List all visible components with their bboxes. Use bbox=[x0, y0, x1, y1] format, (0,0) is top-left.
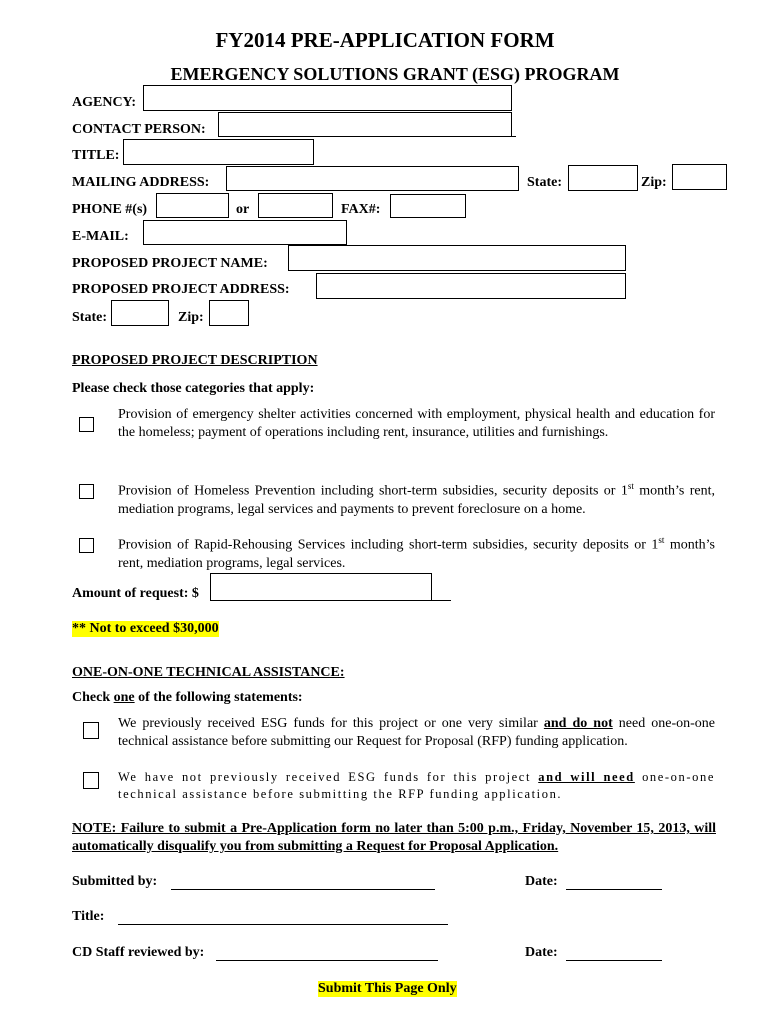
project-zip-label: Zip: bbox=[178, 310, 204, 325]
title-label: TITLE: bbox=[72, 148, 120, 163]
project-name-field[interactable] bbox=[288, 245, 626, 271]
state-label: State: bbox=[527, 175, 562, 190]
mailing-address-field[interactable] bbox=[226, 166, 519, 191]
date-label: Date: bbox=[525, 874, 558, 889]
category-checkbox-shelter[interactable] bbox=[79, 417, 94, 432]
project-address-label: PROPOSED PROJECT ADDRESS: bbox=[72, 282, 290, 297]
assistance-checkbox-needed[interactable] bbox=[83, 772, 99, 789]
phone-field-1[interactable] bbox=[156, 193, 229, 218]
zip-field[interactable] bbox=[672, 164, 727, 190]
amount-field[interactable] bbox=[210, 573, 432, 601]
project-state-field[interactable] bbox=[111, 300, 169, 326]
phone-label: PHONE #(s) bbox=[72, 202, 148, 217]
contact-person-field[interactable] bbox=[218, 112, 512, 137]
project-description-heading: PROPOSED PROJECT DESCRIPTION bbox=[72, 353, 318, 368]
category-text-rapid-rehousing: Provision of Rapid-Rehousing Services including short-term subsidies, security deposits or 1st month’s rent, mediation programs, legal services. bbox=[118, 535, 715, 571]
signature-title-line[interactable] bbox=[118, 924, 448, 925]
assistance-text-not-needed: We previously received ESG funds for this project or one very similar and do not need one-on-one technical assistance before submitting our Request for Proposal (RFP) funding application. bbox=[118, 716, 715, 749]
fax-label: FAX#: bbox=[341, 202, 381, 217]
project-address-field[interactable] bbox=[316, 273, 626, 299]
deadline-note: NOTE: Failure to submit a Pre-Application form no later than 5:00 p.m., Friday, November 15, 2013, will automatically disqualify you from submitting a Request for Proposal Application. bbox=[72, 821, 716, 854]
submit-page-note: Submit This Page Only bbox=[318, 981, 457, 996]
category-text-prevention: Provision of Homeless Prevention including short-term subsidies, security deposits or 1st month’s rent, mediation programs, legal services and payments to prevent foreclosure on a home. bbox=[118, 481, 715, 517]
or-label: or bbox=[236, 202, 250, 217]
form-title: FY2014 PRE-APPLICATION FORM bbox=[215, 28, 555, 52]
category-checkbox-prevention[interactable] bbox=[79, 484, 94, 499]
cd-staff-label: CD Staff reviewed by: bbox=[72, 945, 205, 960]
categories-instruction: Please check those categories that apply: bbox=[72, 381, 315, 396]
project-state-label: State: bbox=[72, 310, 107, 325]
date2-label: Date: bbox=[525, 945, 558, 960]
technical-instruction: Check one of the following statements: bbox=[72, 690, 303, 705]
submitted-by-line[interactable] bbox=[171, 889, 435, 890]
title-field[interactable] bbox=[123, 139, 314, 165]
assistance-checkbox-not-needed[interactable] bbox=[83, 722, 99, 739]
category-text-shelter: Provision of emergency shelter activities concerned with employment, physical health and education for the homeless; payment of operations including rent, insurance, utilities and furnishings. bbox=[118, 407, 715, 440]
phone-field-2[interactable] bbox=[258, 193, 333, 218]
agency-label: AGENCY: bbox=[72, 95, 137, 110]
assistance-text-needed: We have not previously received ESG funds for this project and will need one-on-one technical assistance before submitting the RFP funding application. bbox=[118, 770, 715, 801]
signature-title-label: Title: bbox=[72, 909, 105, 924]
zip-label: Zip: bbox=[641, 175, 667, 190]
fax-field[interactable] bbox=[390, 194, 466, 218]
technical-assistance-heading: ONE-ON-ONE TECHNICAL ASSISTANCE: bbox=[72, 665, 345, 680]
amount-underline bbox=[432, 600, 451, 601]
submitted-by-label: Submitted by: bbox=[72, 874, 158, 889]
project-name-label: PROPOSED PROJECT NAME: bbox=[72, 256, 268, 271]
cd-staff-line[interactable] bbox=[216, 960, 438, 961]
date2-line[interactable] bbox=[566, 960, 662, 961]
contact-person-label: CONTACT PERSON: bbox=[72, 122, 206, 137]
agency-field[interactable] bbox=[143, 85, 512, 111]
contact-person-underline bbox=[512, 136, 516, 137]
mailing-address-label: MAILING ADDRESS: bbox=[72, 175, 210, 190]
email-label: E-MAIL: bbox=[72, 229, 129, 244]
form-subtitle: EMERGENCY SOLUTIONS GRANT (ESG) PROGRAM bbox=[170, 64, 620, 84]
limit-note: ** Not to exceed $30,000 bbox=[72, 621, 219, 636]
email-field[interactable] bbox=[143, 220, 347, 245]
category-checkbox-rapid-rehousing[interactable] bbox=[79, 538, 94, 553]
date-line[interactable] bbox=[566, 889, 662, 890]
amount-label: Amount of request: $ bbox=[72, 586, 199, 601]
project-zip-field[interactable] bbox=[209, 300, 249, 326]
state-field[interactable] bbox=[568, 165, 638, 191]
